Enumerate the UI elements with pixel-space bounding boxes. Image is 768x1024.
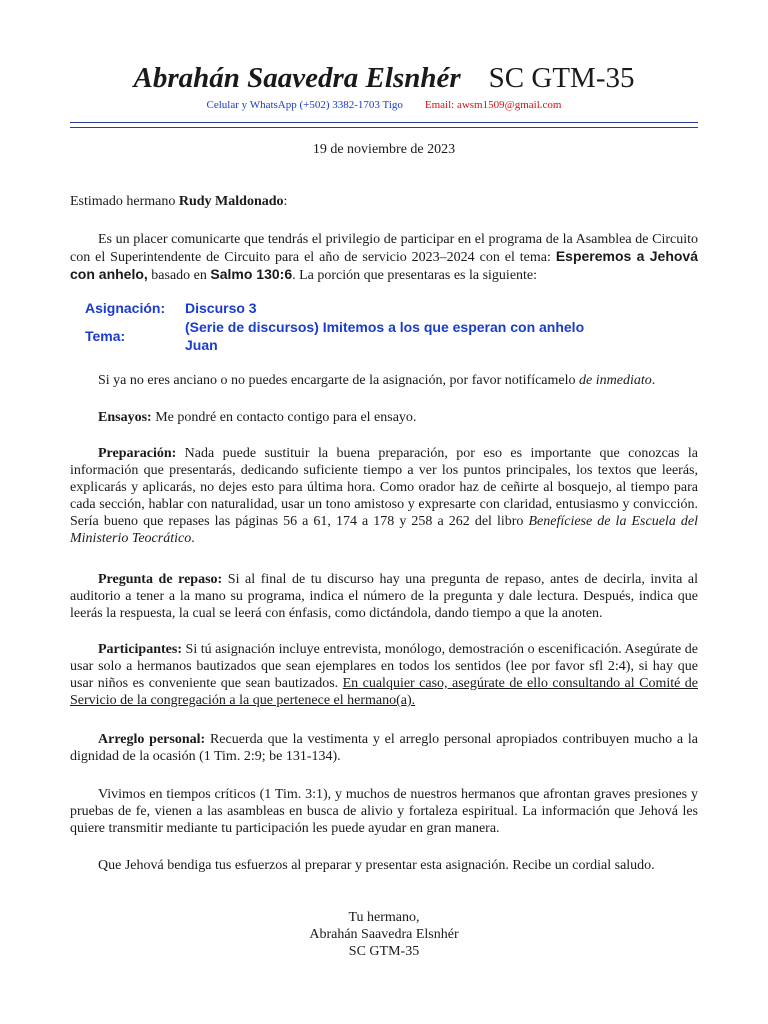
signature-block — [0, 909, 768, 960]
intro-paragraph: Es un placer comunicarte que tendrás el privilegio de participar en el programa de la Asamblea de Circuito con el Superintendente de Circuito para el año de servicio 2023–2024 con el tema: Esperemos a Jehová con anhelo, basado en Salmo 130:6. La porción que presentaras es la siguiente: — [70, 232, 698, 283]
dress-paragraph: Arreglo personal: Recuerda que la vestimenta y el arreglo personal apropiados contribuyen mucho a la dignidad de la ocasión (1 Tim. 2:9; be 131-134). — [70, 732, 698, 764]
review-paragraph: Pregunta de repaso: Si al final de tu discurso hay una pregunta de repaso, antes de decirla, invita al auditorio a tener a la mano su programa, indica el número de la pregunta y dale lectura. Después, indica que leerás la respuesta, la cual se leerá con énfasis, como dictándola, dando tiempo a que la anoten. — [70, 572, 698, 621]
email-text: Email: awsm1509@gmail.com — [424, 99, 562, 111]
greeting: Estimado hermano Rudy Maldonado: — [70, 194, 288, 209]
assignment-label: Asignación: — [85, 300, 166, 316]
closing-paragraph: Que Jehová bendiga tus esfuerzos al preparar y presentar esta asignación. Recibe un cordial saludo. — [98, 858, 655, 873]
sender-name: Abrahán Saavedra Elsnhér — [133, 62, 461, 94]
letter-date: 19 de noviembre de 2023 — [312, 142, 456, 157]
header-rule-top — [70, 122, 698, 123]
contact-line — [0, 99, 768, 111]
signature-line-3: SC GTM-35 — [348, 944, 420, 959]
book-title: Benefíciese de la Escuela del Ministerio Teocrático — [70, 514, 698, 546]
theme-text: Esperemos a Jehová con anhelo, — [70, 248, 698, 282]
sender-code: SC GTM-35 — [488, 62, 635, 94]
recipient-name: Rudy Maldonado — [178, 194, 284, 209]
letterhead — [0, 62, 768, 95]
preparation-paragraph: Preparación: Nada puede sustituir la buena preparación, por eso es importante que conozcas la información que presentarás, dedicando suficiente tiempo a ver los puntos principales, los textos que leerás, explicarás y aplicarás, no dejes esto para última hora. Como orador haz de ceñirte al bosquejo, al tiempo para cada sección, hablar con naturalidad, usar un tono amistoso y expresarte con claridad, entusiasmo y convicción. Sería bueno que repases las páginas 56 a 61, 174 a 178 y 258 a 262 del libro Benefíciese de la Escuela del Ministerio Teocrático. — [70, 446, 698, 546]
topic-value: (Serie de discursos) Imitemos a los que esperan con anhelo — [185, 319, 585, 335]
rehearsal-paragraph: Ensayos: Me pondré en contacto contigo para el ensayo. — [98, 410, 417, 425]
assignment-value: Discurso 3 — [185, 300, 257, 316]
times-paragraph: Vivimos en tiempos críticos (1 Tim. 3:1), y muchos de nuestros hermanos que afrontan graves presiones y pruebas de fe, vienen a las asambleas en busca de alivio y fortaleza espiritual. La información que Jehová les quiere transmitir mediante tu participación les puede ayudar en gran manera. — [70, 787, 698, 836]
notice-paragraph: Si ya no eres anciano o no puedes encargarte de la asignación, por favor notifícamelo de inmediato. — [98, 373, 656, 388]
participants-paragraph: Participantes: Si tú asignación incluye entrevista, monólogo, demostración o escenificación. Asegúrate de usar solo a hermanos bautizados que sean ejemplares en todos los sentidos (lee por favor sfl 2:4), si hay que usar niños es conveniente que sean bautizados. En cualquier caso, asegúrate de ello consultando al Comité de Servicio de la congregación a la que pertenece el hermano(a). — [70, 642, 698, 708]
header-rule-bottom — [70, 127, 698, 128]
scripture-text: Salmo 130:6 — [210, 266, 293, 282]
topic-label: Tema: — [85, 328, 126, 344]
phone-text: Celular y WhatsApp (+502) 3382-1703 Tigo — [206, 99, 403, 111]
underlined-note: En cualquier caso, asegúrate de ello consultando al Comité de Servicio de la congregación a la que pertenece el hermano(a). — [70, 676, 698, 708]
speaker-value: Juan — [185, 337, 218, 353]
signature-line-2: Abrahán Saavedra Elsnhér — [309, 927, 459, 942]
signature-line-1: Tu hermano, — [348, 910, 420, 925]
